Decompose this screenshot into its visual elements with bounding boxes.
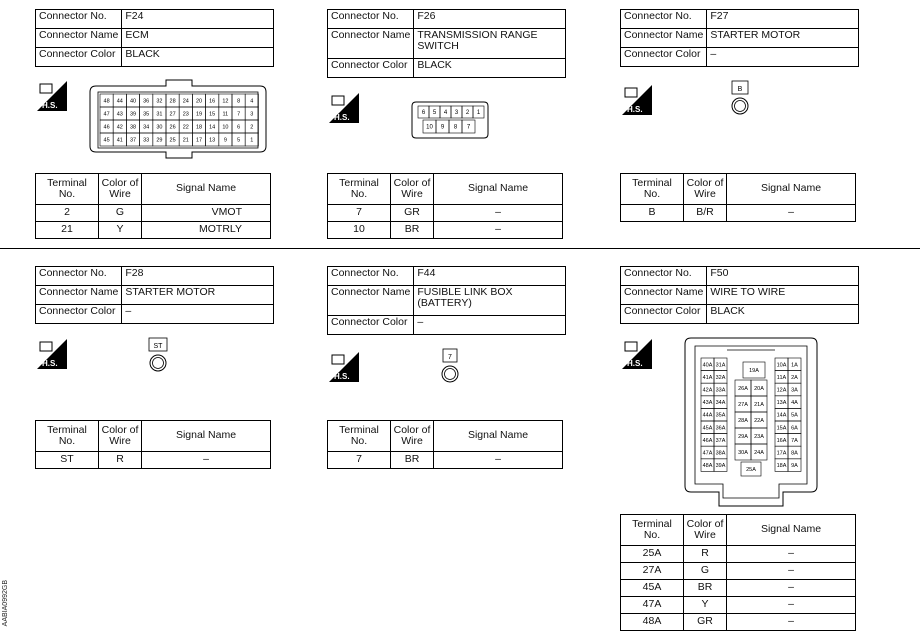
pin-label: 24 xyxy=(182,98,189,105)
pin-label: 19A xyxy=(749,367,759,374)
pin-label: 7 xyxy=(466,124,471,131)
connector-no-value: F27 xyxy=(707,10,859,29)
signal-cell: – xyxy=(434,452,563,469)
label-connector-color: Connector Color xyxy=(328,316,414,335)
pin-label: 8A xyxy=(791,450,798,457)
connector-color-value: – xyxy=(414,316,566,335)
connector-face-f50 xyxy=(683,336,819,510)
connector-panel-f50 xyxy=(620,266,860,324)
pin-label: 41A xyxy=(702,374,713,381)
connector-face-f24 xyxy=(88,78,268,160)
terminal-table-f50 xyxy=(620,514,856,631)
wire-color-cell: B/R xyxy=(684,205,727,222)
pin-label: 1A xyxy=(791,362,798,369)
connector-name-value: WIRE TO WIRE xyxy=(707,286,859,305)
pin-label: 33A xyxy=(715,387,726,394)
svg-text:B: B xyxy=(737,86,743,93)
pin-label: 43 xyxy=(116,111,123,118)
pin-label: 5 xyxy=(432,110,437,117)
wire-color-cell: G xyxy=(99,205,142,222)
pin-label: 39 xyxy=(129,111,137,118)
pin-label: 2A xyxy=(791,374,798,381)
pin-label: 1 xyxy=(476,110,481,117)
terminal-cell: 47A xyxy=(621,597,684,614)
connector-panel-f44 xyxy=(327,266,567,335)
terminal-stud-f28 xyxy=(146,337,170,373)
pin-label: 4 xyxy=(250,98,254,105)
wire-color-cell: R xyxy=(684,546,727,563)
pin-label: 6 xyxy=(237,124,241,131)
wire-color-cell: GR xyxy=(684,614,727,631)
pin-label: 36A xyxy=(715,425,726,432)
header-signal-name: Signal Name xyxy=(434,174,563,205)
signal-cell: – xyxy=(434,205,563,222)
pin-label: 14 xyxy=(209,124,216,131)
hs-icon xyxy=(329,352,359,382)
signal-cell: MOTRLY xyxy=(142,222,271,239)
pin-label: 27 xyxy=(169,111,176,118)
pin-label: 6A xyxy=(791,425,798,432)
pin-label: 19 xyxy=(195,111,203,118)
pin-label: 3 xyxy=(454,110,459,117)
label-connector-color: Connector Color xyxy=(621,48,707,67)
pin-label: 44A xyxy=(702,412,713,419)
pin-label: 17A xyxy=(776,450,787,457)
svg-text:H.S.: H.S. xyxy=(42,101,58,110)
svg-text:ST: ST xyxy=(153,343,163,350)
pin-label: 42A xyxy=(702,387,713,394)
pin-label: 28A xyxy=(738,417,748,424)
label-connector-name: Connector Name xyxy=(36,286,122,305)
pin-label: 16 xyxy=(209,98,216,105)
signal-cell: VMOT xyxy=(142,205,271,222)
pin-label: 46A xyxy=(702,437,713,444)
connector-panel-f28 xyxy=(35,266,275,324)
table-row xyxy=(328,205,563,222)
pin-label: 45A xyxy=(702,425,713,432)
pin-label: 9 xyxy=(223,137,227,144)
label-connector-no: Connector No. xyxy=(36,10,122,29)
pin-label: 47 xyxy=(103,111,110,118)
terminal-cell: 10 xyxy=(328,222,391,239)
connector-panel-f27 xyxy=(620,9,860,67)
terminal-cell: 27A xyxy=(621,563,684,580)
label-connector-no: Connector No. xyxy=(36,267,122,286)
wire-color-cell: G xyxy=(684,563,727,580)
header-color-of-wire: Color of Wire xyxy=(684,174,727,205)
label-connector-color: Connector Color xyxy=(328,59,414,78)
pin-label: 13A xyxy=(776,400,787,407)
pin-label: 42 xyxy=(116,124,123,131)
terminal-table-f26 xyxy=(327,173,563,239)
header-color-of-wire: Color of Wire xyxy=(99,174,142,205)
pin-label: 18A xyxy=(776,463,787,470)
pin-label: 40 xyxy=(129,98,137,105)
label-connector-color: Connector Color xyxy=(36,48,122,67)
pin-label: 6 xyxy=(421,110,426,117)
pin-label: 12 xyxy=(222,98,229,105)
connector-panel-f26 xyxy=(327,9,567,78)
table-row xyxy=(621,614,856,631)
pin-label: 23A xyxy=(754,433,764,440)
pin-label: 18 xyxy=(195,124,203,131)
figure-code: AABIA0992GB xyxy=(2,580,9,627)
header-signal-name: Signal Name xyxy=(142,174,271,205)
connector-face-f26 xyxy=(410,98,490,142)
header-terminal-no: Terminal No. xyxy=(621,174,684,205)
label-connector-name: Connector Name xyxy=(621,286,707,305)
wire-color-cell: GR xyxy=(391,205,434,222)
pin-label: 16A xyxy=(776,437,787,444)
pin-label: 1 xyxy=(250,137,254,144)
pin-label: 15A xyxy=(776,425,787,432)
pin-label: 10A xyxy=(776,362,787,369)
pin-label: 32 xyxy=(156,98,163,105)
header-terminal-no: Terminal No. xyxy=(36,421,99,452)
pin-label: 33 xyxy=(143,137,150,144)
pin-label: 14A xyxy=(776,412,787,419)
connector-info-table xyxy=(327,266,566,335)
pin-label: 10 xyxy=(426,124,433,131)
pin-label: 48 xyxy=(103,98,110,105)
label-connector-no: Connector No. xyxy=(328,10,414,29)
label-connector-no: Connector No. xyxy=(328,267,414,286)
connector-no-value: F50 xyxy=(707,267,859,286)
connector-name-value: STARTER MOTOR xyxy=(122,286,274,305)
label-connector-name: Connector Name xyxy=(328,29,414,59)
label-connector-name: Connector Name xyxy=(328,286,414,316)
pin-label: 5 xyxy=(237,137,241,144)
pin-label: 11 xyxy=(222,111,229,118)
connector-no-value: F44 xyxy=(414,267,566,286)
pin-grid xyxy=(100,94,258,146)
header-color-of-wire: Color of Wire xyxy=(391,174,434,205)
pin-label: 30A xyxy=(738,449,748,456)
terminal-stud-f27 xyxy=(728,80,752,116)
pin-label: 11A xyxy=(776,374,787,381)
terminal-cell: 45A xyxy=(621,580,684,597)
wire-color-cell: BR xyxy=(391,452,434,469)
terminal-cell: ST xyxy=(36,452,99,469)
pin-label: 45 xyxy=(103,137,110,144)
connector-info-table xyxy=(620,266,859,324)
connector-name-value: FUSIBLE LINK BOX (BATTERY) xyxy=(414,286,566,316)
pin-label: 24A xyxy=(754,449,764,456)
label-connector-name: Connector Name xyxy=(621,29,707,48)
pin-label: 40A xyxy=(702,362,713,369)
signal-cell: – xyxy=(727,614,856,631)
pin-label: 3A xyxy=(791,387,798,394)
svg-text:H.S.: H.S. xyxy=(627,105,643,114)
table-row xyxy=(621,580,856,597)
pin-label: 25A xyxy=(746,466,756,473)
pin-label: 26A xyxy=(738,385,748,392)
pin-label: 32A xyxy=(715,374,726,381)
svg-text:H.S.: H.S. xyxy=(334,372,350,381)
pin-label: 29 xyxy=(156,137,163,144)
table-row xyxy=(621,546,856,563)
label-connector-no: Connector No. xyxy=(621,267,707,286)
svg-text:7: 7 xyxy=(448,354,452,361)
hs-icon xyxy=(37,339,67,369)
connector-info-table xyxy=(35,9,274,67)
terminal-table-f24 xyxy=(35,173,271,239)
connector-color-value: BLACK xyxy=(122,48,274,67)
label-connector-color: Connector Color xyxy=(621,305,707,324)
label-connector-name: Connector Name xyxy=(36,29,122,48)
pin-label: 31A xyxy=(715,362,726,369)
terminal-table-f27 xyxy=(620,173,856,222)
connector-name-value: TRANSMISSION RANGE SWITCH xyxy=(414,29,566,59)
connector-info-table xyxy=(35,266,274,324)
connector-color-value: BLACK xyxy=(414,59,566,78)
header-signal-name: Signal Name xyxy=(727,515,856,546)
wire-color-cell: R xyxy=(99,452,142,469)
pin-label: 2 xyxy=(250,124,254,131)
table-row xyxy=(621,597,856,614)
pin-label: 4A xyxy=(791,400,798,407)
hs-icon xyxy=(37,81,67,111)
pin-grid xyxy=(701,358,801,476)
pin-label: 47A xyxy=(702,450,713,457)
pin-label: 37A xyxy=(715,437,726,444)
connector-info-table xyxy=(620,9,859,67)
pin-label: 23 xyxy=(182,111,189,118)
signal-cell: – xyxy=(727,205,856,222)
connector-no-value: F24 xyxy=(122,10,274,29)
pin-label: 10 xyxy=(222,124,229,131)
pin-label: 43A xyxy=(702,400,713,407)
wire-color-cell: Y xyxy=(99,222,142,239)
pin-label: 34A xyxy=(715,400,726,407)
pin-label: 4 xyxy=(443,110,448,117)
header-terminal-no: Terminal No. xyxy=(621,515,684,546)
hs-icon xyxy=(622,85,652,115)
connector-panel-f24 xyxy=(35,9,275,67)
pin-label: 3 xyxy=(250,111,254,118)
pin-label: 13 xyxy=(209,137,216,144)
wire-color-cell: Y xyxy=(684,597,727,614)
pin-label: 35A xyxy=(715,412,726,419)
pin-label: 8 xyxy=(237,98,241,105)
pin-label: 39A xyxy=(715,463,726,470)
terminal-cell: B xyxy=(621,205,684,222)
svg-text:H.S.: H.S. xyxy=(42,359,58,368)
pin-label: 7A xyxy=(791,437,798,444)
signal-cell: – xyxy=(142,452,271,469)
connector-no-value: F28 xyxy=(122,267,274,286)
pin-grid xyxy=(418,106,484,133)
terminal-cell: 21 xyxy=(36,222,99,239)
connector-name-value: ECM xyxy=(122,29,274,48)
pin-label: 27A xyxy=(738,401,748,408)
pin-label: 22 xyxy=(182,124,189,131)
header-signal-name: Signal Name xyxy=(434,421,563,452)
terminal-cell: 2 xyxy=(36,205,99,222)
header-terminal-no: Terminal No. xyxy=(36,174,99,205)
pin-label: 15 xyxy=(209,111,216,118)
pin-label: 2 xyxy=(465,110,470,117)
table-row xyxy=(328,452,563,469)
wire-color-cell: BR xyxy=(391,222,434,239)
pin-label: 20A xyxy=(754,385,764,392)
pin-label: 34 xyxy=(143,124,150,131)
table-row xyxy=(36,452,271,469)
label-connector-no: Connector No. xyxy=(621,10,707,29)
terminal-table-f28 xyxy=(35,420,271,469)
connector-info-table xyxy=(327,9,566,78)
pin-label: 46 xyxy=(103,124,110,131)
connector-color-value: – xyxy=(122,305,274,324)
pin-label: 26 xyxy=(169,124,176,131)
header-color-of-wire: Color of Wire xyxy=(684,515,727,546)
pin-label: 17 xyxy=(195,137,203,144)
header-signal-name: Signal Name xyxy=(727,174,856,205)
pin-label: 9A xyxy=(791,463,798,470)
pin-label: 35 xyxy=(143,111,150,118)
table-row xyxy=(621,563,856,580)
pin-label: 30 xyxy=(156,124,163,131)
section-divider xyxy=(0,248,920,249)
svg-text:H.S.: H.S. xyxy=(334,113,350,122)
pin-label: 8 xyxy=(453,124,458,131)
connector-no-value: F26 xyxy=(414,10,566,29)
pin-label: 12A xyxy=(776,387,787,394)
connector-name-value: STARTER MOTOR xyxy=(707,29,859,48)
pin-label: 28 xyxy=(169,98,176,105)
signal-cell: – xyxy=(727,580,856,597)
pin-label: 9 xyxy=(440,124,445,131)
pin-label: 7 xyxy=(237,111,241,118)
pin-label: 21 xyxy=(182,137,189,144)
pin-label: 41 xyxy=(116,137,123,144)
pin-label: 20 xyxy=(195,98,203,105)
table-row xyxy=(36,205,271,222)
pin-label: 37 xyxy=(129,137,137,144)
pin-label: 22A xyxy=(754,417,764,424)
pin-label: 25 xyxy=(169,137,176,144)
connector-color-value: BLACK xyxy=(707,305,859,324)
connector-color-value: – xyxy=(707,48,859,67)
signal-cell: – xyxy=(727,597,856,614)
header-terminal-no: Terminal No. xyxy=(328,174,391,205)
terminal-stud-f44 xyxy=(438,348,462,384)
header-terminal-no: Terminal No. xyxy=(328,421,391,452)
pin-label: 5A xyxy=(791,412,798,419)
pin-label: 36 xyxy=(143,98,150,105)
header-signal-name: Signal Name xyxy=(142,421,271,452)
pin-label: 31 xyxy=(156,111,163,118)
pin-label: 38A xyxy=(715,450,726,457)
terminal-cell: 7 xyxy=(328,452,391,469)
header-color-of-wire: Color of Wire xyxy=(99,421,142,452)
hs-icon xyxy=(622,339,652,369)
terminal-cell: 48A xyxy=(621,614,684,631)
table-row xyxy=(621,205,856,222)
terminal-cell: 7 xyxy=(328,205,391,222)
hs-icon xyxy=(329,93,359,123)
pin-label: 44 xyxy=(116,98,123,105)
terminal-table-f44 xyxy=(327,420,563,469)
terminal-cell: 25A xyxy=(621,546,684,563)
pin-label: 29A xyxy=(738,433,748,440)
wire-color-cell: BR xyxy=(684,580,727,597)
label-connector-color: Connector Color xyxy=(36,305,122,324)
pin-label: 48A xyxy=(702,463,713,470)
signal-cell: – xyxy=(727,563,856,580)
svg-text:H.S.: H.S. xyxy=(627,359,643,368)
pin-label: 21A xyxy=(754,401,764,408)
signal-cell: – xyxy=(727,546,856,563)
pin-label: 38 xyxy=(129,124,137,131)
table-row xyxy=(328,222,563,239)
header-color-of-wire: Color of Wire xyxy=(391,421,434,452)
table-row xyxy=(36,222,271,239)
signal-cell: – xyxy=(434,222,563,239)
